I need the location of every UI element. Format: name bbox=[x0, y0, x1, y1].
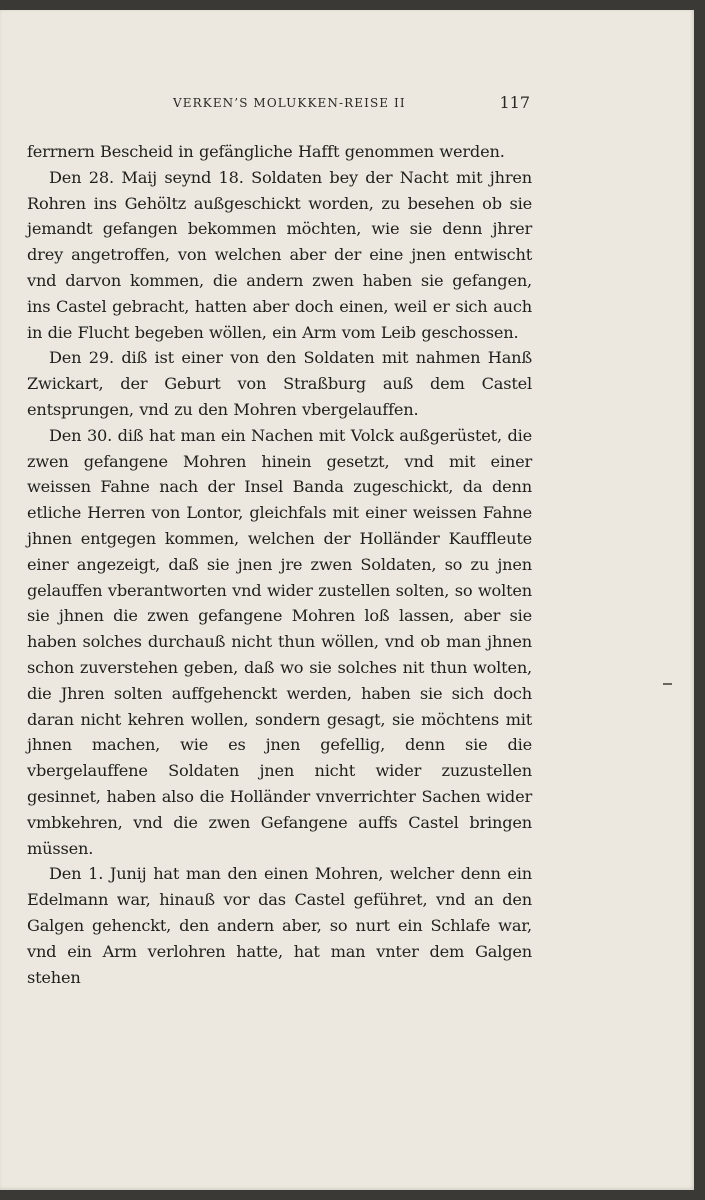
book-page bbox=[0, 10, 694, 1190]
page-number: 117 bbox=[499, 93, 530, 112]
body-text bbox=[27, 139, 532, 990]
paragraph: Den 30. diß hat man ein Nachen mit Volck außgerüstet, die zwen gefangene Mohren hinein gesetzt, vnd mit einer weissen Fahne nach der Insel Banda zugeschickt, da denn etliche Herren von Lontor, gleichfals mit einer weissen Fahne jhnen entgegen kommen, welchen der Holländer Kauffleute einer angezeigt, daß sie jnen jre zwen Soldaten, so zu jnen gelauffen vberantworten vnd wider zustellen solten, so wolten sie jhnen die zwen gefangene Mohren loß lassen, aber sie haben solches durchauß nicht thun wöllen, vnd ob man jhnen schon zuverstehen geben, daß wo sie solches nit thun wolten, die Jhren solten auffgehenckt werden, haben sie sich doch daran nicht kehren wollen, sondern gesagt, sie möchtens mit jhnen machen, wie es jnen gefellig, denn sie die vbergelauffene Soldaten jnen nicht wider zuzustellen gesinnet, haben also die Holländer vnverrichter Sachen wider vmbkehren, vnd die zwen Gefangene auffs Castel bringen müssen. bbox=[27, 425, 532, 858]
margin-mark bbox=[663, 683, 672, 685]
page-edge-right bbox=[694, 10, 705, 1200]
paragraph: Den 1. Junij hat man den einen Mohren, welcher denn ein Edelmann war, hinauß vor das Castel geführet, vnd an den Galgen gehenckt, den andern aber, so nurt ein Schlafe war, vnd ein Arm verlohren hatte, hat man vnter dem Galgen stehen bbox=[27, 864, 532, 987]
running-title: VERKEN’S MOLUKKEN-REISE II bbox=[173, 96, 406, 110]
page-header bbox=[148, 92, 530, 114]
paragraph: Den 28. Maij seynd 18. Soldaten bey der Nacht mit jhren Rohren ins Gehöltz außgeschickt worden, zu besehen ob sie jemandt gefangen bekommen möchten, wie sie denn jhrer drey angetroffen, von welchen aber der eine jnen entwischt vnd darvon kommen, die andern zwen haben sie gefangen, ins Castel gebracht, hatten aber doch einen, weil er sich auch in die Flucht begeben wöllen, ein Arm vom Leib geschossen. bbox=[27, 167, 532, 342]
paragraph: Den 29. diß ist einer von den Soldaten mit nahmen Hanß Zwickart, der Geburt von Straßburg auß dem Castel entsprungen, vnd zu den Mohren vbergelauffen. bbox=[27, 348, 532, 419]
paragraph: ferrnern Bescheid in gefängliche Hafft genommen werden. bbox=[27, 142, 505, 161]
page-edge-bottom bbox=[0, 1190, 705, 1200]
